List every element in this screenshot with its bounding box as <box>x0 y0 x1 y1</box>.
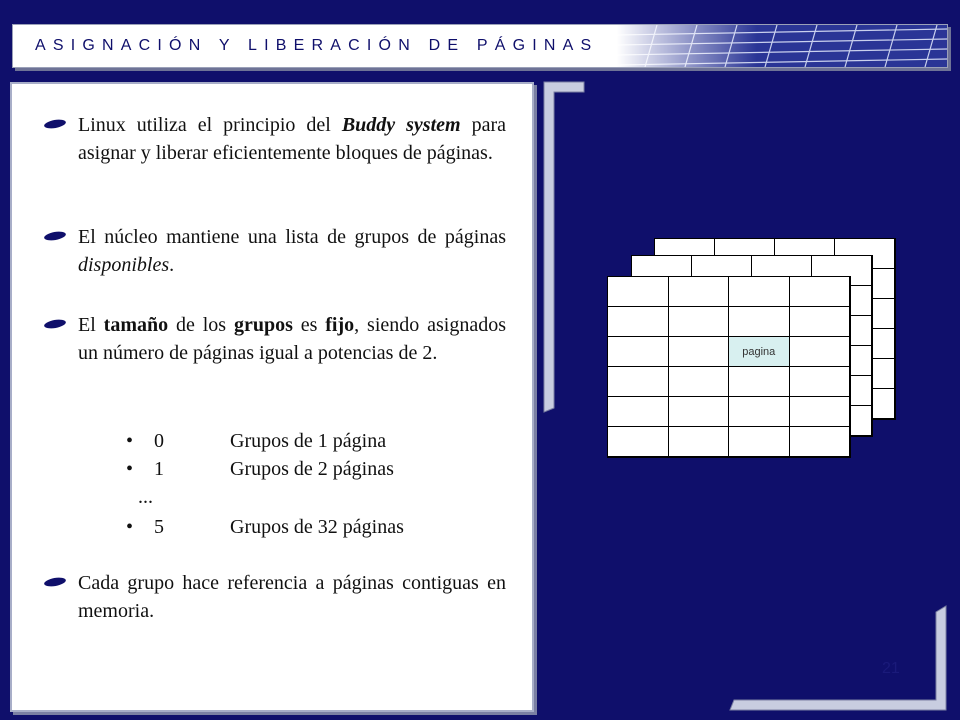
bullet-text-2: El núcleo mantiene una lista de grupos de páginas disponibles. <box>78 226 506 276</box>
bullet-text-1: Linux utiliza el principio del Buddy system para asignar y liberar eficientemente bloques de páginas. <box>78 114 507 164</box>
page-number: 21 <box>882 660 900 677</box>
page-cell-label: pagina <box>729 337 790 367</box>
group-list-ellipsis: ... <box>138 486 153 508</box>
title-bar <box>12 24 948 68</box>
title-grid-decoration <box>617 25 947 67</box>
bullet-text-4: Cada grupo hace referencia a páginas contiguas en memoria. <box>78 572 506 622</box>
bullet-text-3: El tamaño de los grupos es fijo, siendo asignados un número de páginas igual a potencias de 2. <box>78 314 506 364</box>
slide-title: ASIGNACIÓN Y LIBERACIÓN DE PÁGINAS <box>35 37 599 54</box>
group-list-item: • 1 Grupos de 2 páginas <box>126 458 394 480</box>
group-list-item: • 0 Grupos de 1 página <box>126 430 387 452</box>
page-group-front <box>607 276 851 458</box>
group-list-item: • 5 Grupos de 32 páginas <box>126 516 404 538</box>
